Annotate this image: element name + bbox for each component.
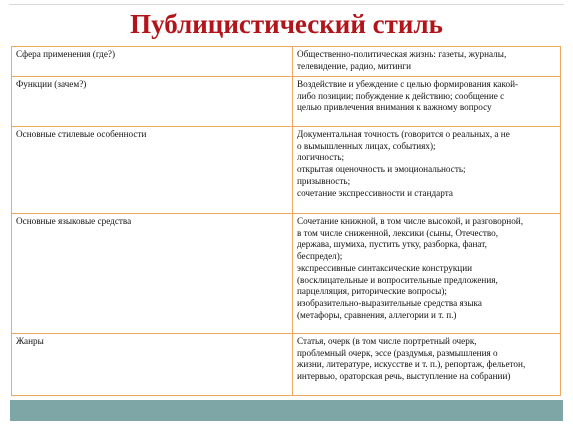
content-line: Общественно-политическая жизнь: газеты, журналы,	[297, 49, 507, 59]
row-label: Сфера применения (где?)	[12, 47, 293, 77]
content-line: (восклицательные и вопросительные предложения,	[297, 274, 498, 285]
content-line: Сочетание книжной, в том числе высокой, и разговорной,	[297, 216, 524, 226]
content-line: в том числе сниженной, лексики (сыны, Отечество,	[297, 227, 499, 238]
row-content	[293, 77, 561, 127]
content-line: телевидение, радио, митинги	[297, 60, 411, 71]
row-label: Основные языковые средства	[12, 214, 293, 334]
row-label: Жанры	[12, 334, 293, 396]
footer-bar	[10, 400, 563, 421]
row-label: Функции (зачем?)	[12, 77, 293, 127]
content-line: беспредел);	[297, 251, 343, 262]
content-line: либо позиции; побуждение к действию; сообщение с	[297, 90, 505, 101]
content-line: открытая оценочность и эмоциональность;	[297, 164, 466, 175]
content-line: Воздействие и убеждение с целью формирования какой-	[297, 79, 519, 89]
content-line: призывность;	[297, 175, 351, 186]
content-line: сочетание экспрессивности и стандарта	[297, 187, 453, 198]
content-line: изобразительно-выразительные средства языка	[297, 297, 482, 308]
content-line: логичность;	[297, 152, 345, 163]
content-line: Документальная точность (говорится о реальных, а не	[297, 129, 510, 139]
content-line: Статья, очерк (в том числе портретный очерк,	[297, 336, 477, 346]
content-line: экспрессивные синтаксические конструкции	[297, 262, 473, 273]
row-content	[293, 47, 561, 77]
row-label: Основные стилевые особенности	[12, 127, 293, 214]
table-row	[12, 214, 561, 334]
slide-title: Публицистический стиль	[130, 9, 443, 39]
content-line: о вымышленных лицах, событиях);	[297, 140, 436, 151]
table-row	[12, 334, 561, 396]
content-line: интервью, ораторская речь, выступление на собрании)	[297, 371, 511, 382]
content-line: (метафоры, сравнения, аллегории и т. п.)	[297, 309, 457, 320]
title-bar	[9, 4, 564, 43]
row-content	[293, 334, 561, 396]
table-row	[12, 77, 561, 127]
row-content	[293, 214, 561, 334]
content-line: парцелляция, риторические вопросы);	[297, 286, 447, 297]
content-line: жизни, литературе, искусстве и т. п.), репортаж, фельетон,	[297, 359, 526, 370]
content-line: целью привлечения внимания к важному вопросу	[297, 102, 492, 113]
style-table	[11, 46, 561, 396]
content-line: проблемный очерк, эссе (раздумья, размышления о	[297, 347, 498, 358]
row-content	[293, 127, 561, 214]
content-line: держава, шумиха, пустить утку, разборка, фанат,	[297, 239, 487, 250]
table-row	[12, 47, 561, 77]
table-row	[12, 127, 561, 214]
